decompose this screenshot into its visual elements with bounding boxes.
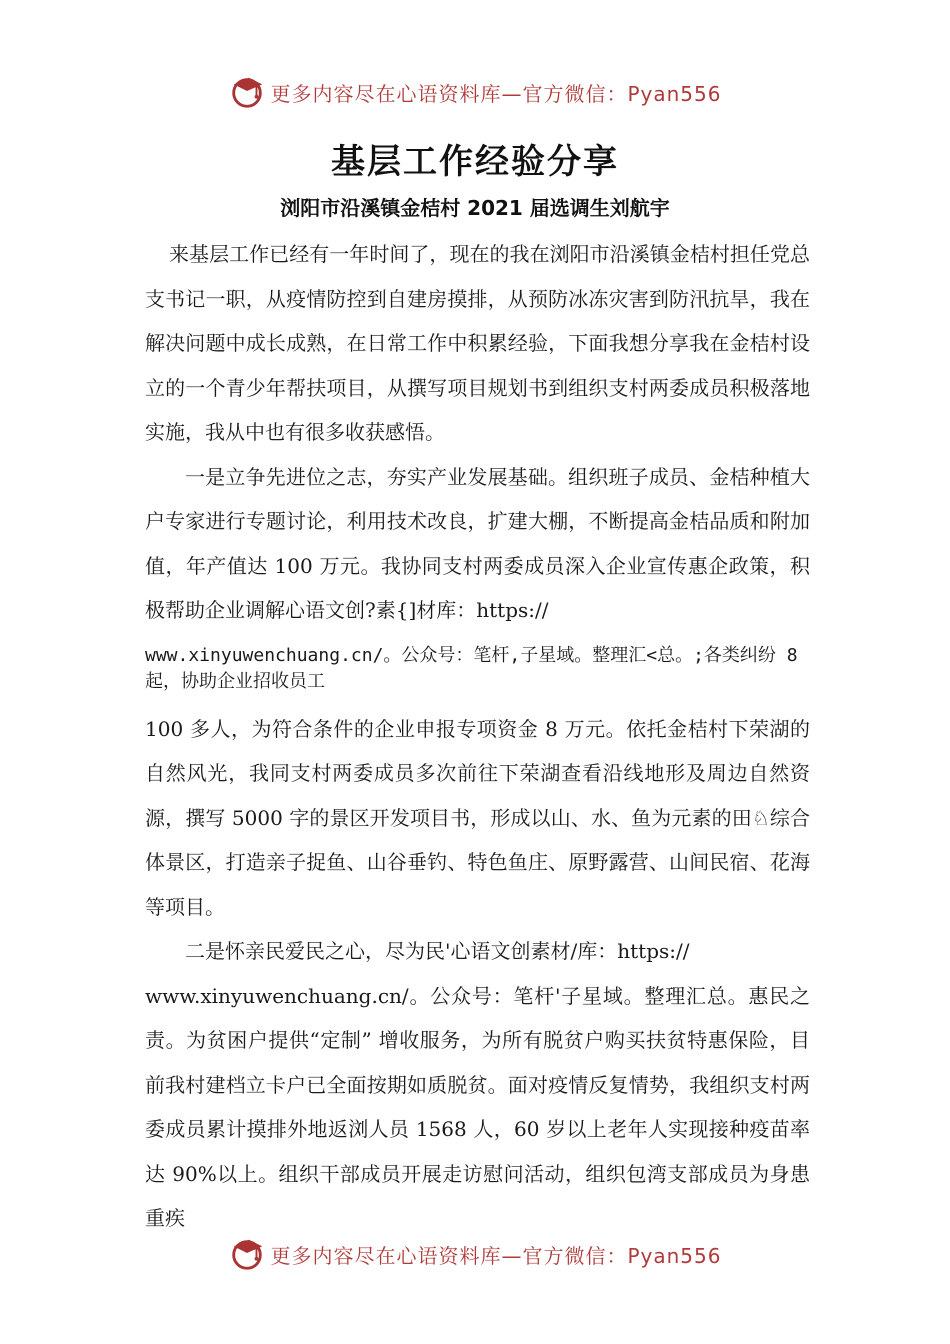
paragraph-point-two-continued: www.xinyuwenchuang.cn/。公众号：笔杆'子星域。整理汇总。惠民之责。为贫困户提供“定制” 增收服务，为所有脱贫户购买扶贫特惠保险，目前我村建档立卡户已全面按期如质脱贫。面对疫情反复情势，我组织支村两委成员累计摸排外地返浏人员 1568 人，60 岁以上老年人实现接种疫苗率达 90%以上。组织干部成员开展走访慰问活动，组织包湾支部成员为身患重疾 <box>145 983 810 1230</box>
paragraph-point-one-continued: 100 多人，为符合条件的企业申报专项资金 8 万元。依托金桔村下荣湖的自然风光，我同支村两委成员多次前往下荣湖查看沿线地形及周边自然资源，撰写 5000 字的景区开发项目书，形成以山、水、鱼为元素的田♘综合体景区，打造亲子捉鱼、山谷垂钓、特色鱼庄、原野露营、山间民宿、花海等项目。 <box>145 716 810 919</box>
footer-watermark-banner <box>0 1232 950 1276</box>
document-subtitle: 浏阳市沿溪镇金桔村 2021 届选调生刘航宇 <box>280 196 670 220</box>
paragraph-intro: 来基层工作已经有一年时间了，现在的我在浏阳市沿溪镇金桔村担任党总支书记一职，从疫情防控到自建房摸排，从预防冰冻灾害到防汛抗旱，我在解决问题中成长成熟，在日常工作中积累经验，下面我想分享我在金桔村设立的一个青少年帮扶项目，从撰写项目规划书到组织支村两委成员积极落地实施，我从中也有很多收获感悟。 <box>145 242 810 444</box>
paragraph-point-two: 二是怀亲民爱民之心，尽为民'心语文创素材/库：https:// <box>185 939 690 963</box>
mortarboard-logo-icon <box>228 73 266 111</box>
document-body <box>145 232 810 1241</box>
document-title: 基层工作经验分享 <box>331 142 619 182</box>
paragraph-point-one: 一是立争先进位之志，夯实产业发展基础。组织班子成员、金桔种植大户专家进行专题讨论，利用技术改良，扩建大棚，不断提高金桔品质和附加值，年产值达 100 万元。我协同支村两委成员深入企业宣传惠企政策，积极帮助企业调解心语文创?素{]材库：https:// <box>145 464 810 622</box>
footer-watermark-text: 更多内容尽在心语资料库—官方微信：Pyan556 <box>270 1243 722 1268</box>
header-watermark-banner <box>0 70 950 114</box>
paragraph-inserted-watermark-one: www.xinyuwenchuang.cn/。公众号：笔杆,子星域。整理汇<总。;各类纠纷 8 起，协助企业招收员工 <box>145 644 798 692</box>
header-watermark-text: 更多内容尽在心语资料库—官方微信：Pyan556 <box>270 81 722 106</box>
mortarboard-logo-icon <box>228 1235 266 1273</box>
